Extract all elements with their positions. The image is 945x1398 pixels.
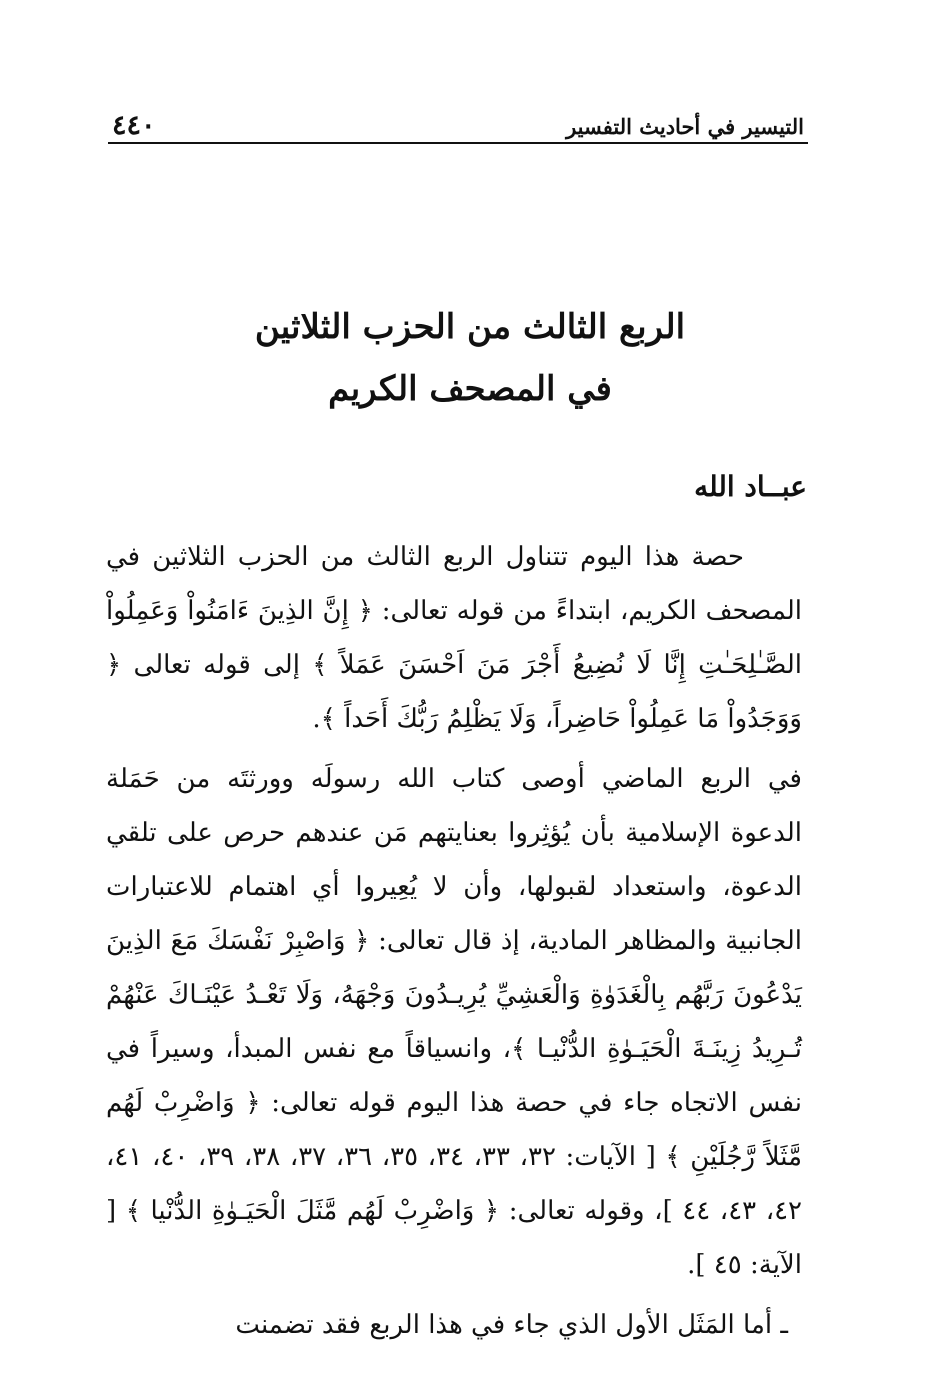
page-number: ٤٤٠ — [112, 110, 156, 141]
chapter-title-line-2: في المصحف الكريم — [328, 369, 612, 409]
running-title: التيسير في أحاديث التفسير — [566, 114, 804, 139]
running-header — [108, 108, 808, 144]
section-heading: عبــاد الله — [694, 470, 807, 503]
paragraph-3: ـ أما المَثَل الأول الذي جاء في هذا الربع فقد تضمنت — [235, 1310, 788, 1340]
paragraph-1: حصة هذا اليوم تتناول الربع الثالث من الحزب الثلاثين في المصحف الكريم، ابتداءً من قوله تعالى: ﴿ إِنَّ الذِينَ ءَامَنُواْ وَعَمِلُواْ الصَّـٰلِحَـٰتِ إِنَّا لَا نُضِيعُ أَجْرَ مَنَ اَحْسَنَ عَمَلاً ﴾ إلى قوله تعالى ﴿ وَوَجَدُواْ مَا عَمِلُواْ حَاضِراً، وَلَا يَظْلِمُ رَبُّكَ أَحَداً ﴾. — [106, 542, 802, 734]
body-text — [106, 530, 802, 1358]
chapter-title — [150, 296, 790, 420]
chapter-title-line-1: الربع الثالث من الحزب الثلاثين — [254, 307, 686, 347]
paragraph-2: في الربع الماضي أوصى كتاب الله رسولَه وورثتَه من حَمَلة الدعوة الإسلامية بأن يُؤثِروا بعنايتهم مَن عندهم حرص على تلقي الدعوة، واستعداد لقبولها، وأن لا يُعِيروا أي اهتمام للاعتبارات الجانبية والمظاهر المادية، إذ قال تعالى: ﴿ وَاصْبِرْ نَفْسَكَ مَعَ الذِينَ يَدْعُونَ رَبَّهُم بِالْغَدَوٰةِ وَالْعَشِيِّ يُرِيـدُونَ وَجْهَهُ، وَلَا تَعْـدُ عَيْنَـاكَ عَنْهُمْ تُـرِيدُ زِينَـةَ الْحَيَـوٰةِ الدُّنْيـا ﴾، وانسياقاً مع نفس المبدأ، وسيراً في نفس الاتجاه جاء في حصة هذا اليوم قوله تعالى: ﴿ وَاضْرِبْ لَهُم مَّثَلاً رَّجُلَيْنِ ﴾ [ الآيات: ٣٢، ٣٣، ٣٤، ٣٥، ٣٦، ٣٧، ٣٨، ٣٩، ٤٠، ٤١، ٤٢، ٤٣، ٤٤ ]، وقوله تعالى: ﴿ وَاضْرِبْ لَهُم مَّثَلَ الْحَيَـوٰةِ الدُّنْيا ﴾ [ الآية: ٤٥ ]. — [106, 764, 803, 1280]
